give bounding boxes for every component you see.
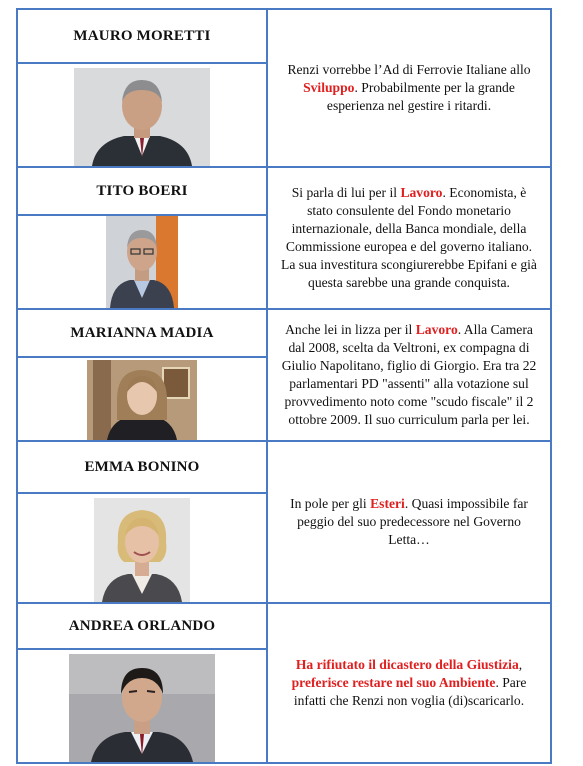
description-text	[278, 495, 540, 549]
highlighted-text: Lavoro	[400, 185, 443, 200]
person-name: TITO BOERI	[96, 182, 188, 199]
body-text: Anche lei in lizza per il	[285, 322, 416, 337]
portrait-man-grey-hair-icon	[74, 68, 210, 166]
portrait-woman-blonde-icon	[94, 498, 190, 602]
body-text: . Pare infatti che Renzi non voglia (di)scaricarlo.	[293, 675, 527, 708]
description-cell	[266, 602, 552, 764]
table-row-bonino	[16, 440, 552, 604]
description-text	[278, 61, 540, 115]
photo-cell	[16, 648, 268, 764]
portrait-woman-icon	[87, 360, 197, 440]
highlighted-text: Lavoro	[415, 322, 458, 337]
name-cell	[16, 308, 268, 358]
photo-cell	[16, 214, 268, 310]
table-row-madia	[16, 308, 552, 442]
highlighted-text: preferisce restare nel suo Ambiente	[291, 675, 496, 690]
description-text	[278, 656, 540, 710]
body-text: ,	[518, 657, 523, 672]
body-text: . Quasi impossibile far peggio del suo predecessore nel Governo Letta…	[297, 496, 528, 547]
body-text: . Probabilmente per la grande esperienza nel gestire i ritardi.	[326, 80, 515, 113]
name-cell	[16, 440, 268, 494]
photo-cell	[16, 62, 268, 168]
name-cell	[16, 166, 268, 216]
person-name: EMMA BONINO	[84, 458, 200, 475]
name-cell	[16, 8, 268, 64]
table-row-boeri	[16, 166, 552, 310]
body-text: . Economista, è stato consulente del Fondo monetario internazionale, della Banca mondiale, della Commissione europea e del governo italiano. La sua investitura scongiurerebbe Epifani e già questa sarebbe una grande conquista.	[281, 185, 537, 290]
person-name: MAURO MORETTI	[73, 27, 211, 44]
body-text: Si parla di lui per il	[291, 185, 401, 200]
photo-cell	[16, 492, 268, 604]
description-cell	[266, 440, 552, 604]
table-row-orlando	[16, 602, 552, 764]
description-text	[278, 321, 540, 429]
description-cell	[266, 166, 552, 310]
photo-cell	[16, 356, 268, 442]
name-cell	[16, 602, 268, 650]
description-text	[278, 184, 540, 292]
body-text: . Alla Camera dal 2008, scelta da Veltroni, ex compagna di Giulio Napolitano, figlio di Giorgio. Era tra 22 parlamentari PD "assenti" alla votazione sul provvedimento noto come "scudo fiscale" il 2 ottobre 2009. Il suo curriculum parla per lei.	[281, 322, 537, 427]
highlighted-text: Esteri	[370, 496, 405, 511]
description-cell	[266, 8, 552, 168]
body-text: Renzi vorrebbe l’Ad di Ferrovie Italiane allo	[287, 62, 531, 77]
description-cell	[266, 308, 552, 442]
highlighted-text: Sviluppo	[303, 80, 355, 95]
highlighted-text: Ha rifiutato il dicastero della Giustizia	[295, 657, 519, 672]
person-name: MARIANNA MADIA	[70, 324, 214, 341]
table-row-moretti	[16, 8, 552, 168]
body-text: In pole per gli	[290, 496, 371, 511]
portrait-man-dark-hair-icon	[69, 654, 215, 762]
portrait-man-glasses-icon	[106, 216, 178, 308]
person-name: ANDREA ORLANDO	[68, 617, 216, 634]
